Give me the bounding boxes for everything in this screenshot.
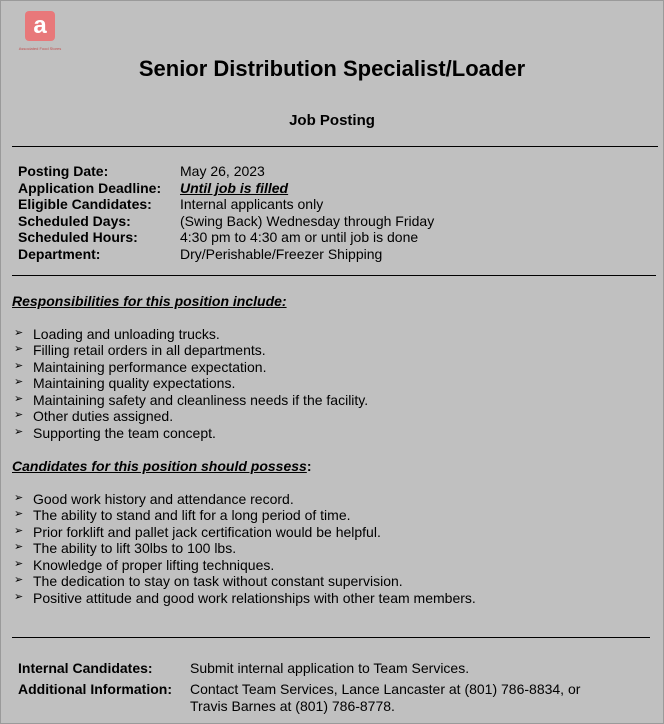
company-logo [10,10,70,56]
info-label: Scheduled Hours: [18,229,138,245]
store-logo-icon: a [25,11,55,41]
info-label: Posting Date: [18,163,109,179]
arrow-bullet-icon: ➢ [14,541,24,553]
info-value: Until job is filled [180,180,289,196]
candidates-heading [12,458,312,474]
info-label: Application Deadline: [18,180,162,196]
arrow-bullet-icon: ➢ [14,376,24,388]
candidates-heading-colon: : [306,458,312,474]
page-subtitle: Job Posting [289,112,375,129]
arrow-bullet-icon: ➢ [14,360,24,372]
arrow-bullet-icon: ➢ [14,426,24,438]
info-value: (Swing Back) Wednesday through Friday [180,213,435,229]
arrow-bullet-icon: ➢ [14,525,24,537]
info-label: Eligible Candidates: [18,196,152,212]
arrow-bullet-icon: ➢ [14,343,24,355]
info-value: 4:30 pm to 4:30 am or until job is done [180,229,419,245]
internal-candidates-label: Internal Candidates: [18,660,153,676]
arrow-bullet-icon: ➢ [14,393,24,405]
arrow-bullet-icon: ➢ [14,327,24,339]
divider [12,275,656,276]
info-label: Scheduled Days: [18,213,131,229]
additional-info-line-1: Contact Team Services, Lance Lancaster at (801) 786-8834, or [190,681,581,697]
arrow-bullet-icon: ➢ [14,492,24,504]
page-title: Senior Distribution Specialist/Loader [138,56,526,81]
info-value: May 26, 2023 [180,163,265,179]
internal-candidates-value: Submit internal application to Team Services. [190,660,470,676]
arrow-bullet-icon: ➢ [14,508,24,520]
divider [12,146,658,147]
responsibilities-heading [12,293,287,309]
arrow-bullet-icon: ➢ [14,574,24,586]
candidates-heading-text: Candidates for this position should possess [12,458,307,474]
additional-info-line-2: Travis Barnes at (801) 786-8778. [190,698,395,714]
additional-info-label: Additional Information: [18,681,172,697]
info-value: Dry/Perishable/Freezer Shipping [180,246,383,262]
divider [12,637,650,638]
info-value: Internal applicants only [180,196,324,212]
info-label: Department: [18,246,101,262]
arrow-bullet-icon: ➢ [14,409,24,421]
responsibilities-heading-text: Responsibilities for this position include: [12,293,287,309]
arrow-bullet-icon: ➢ [14,558,24,570]
arrow-bullet-icon: ➢ [14,591,24,603]
logo-caption: Associated Food Stores [18,46,62,51]
